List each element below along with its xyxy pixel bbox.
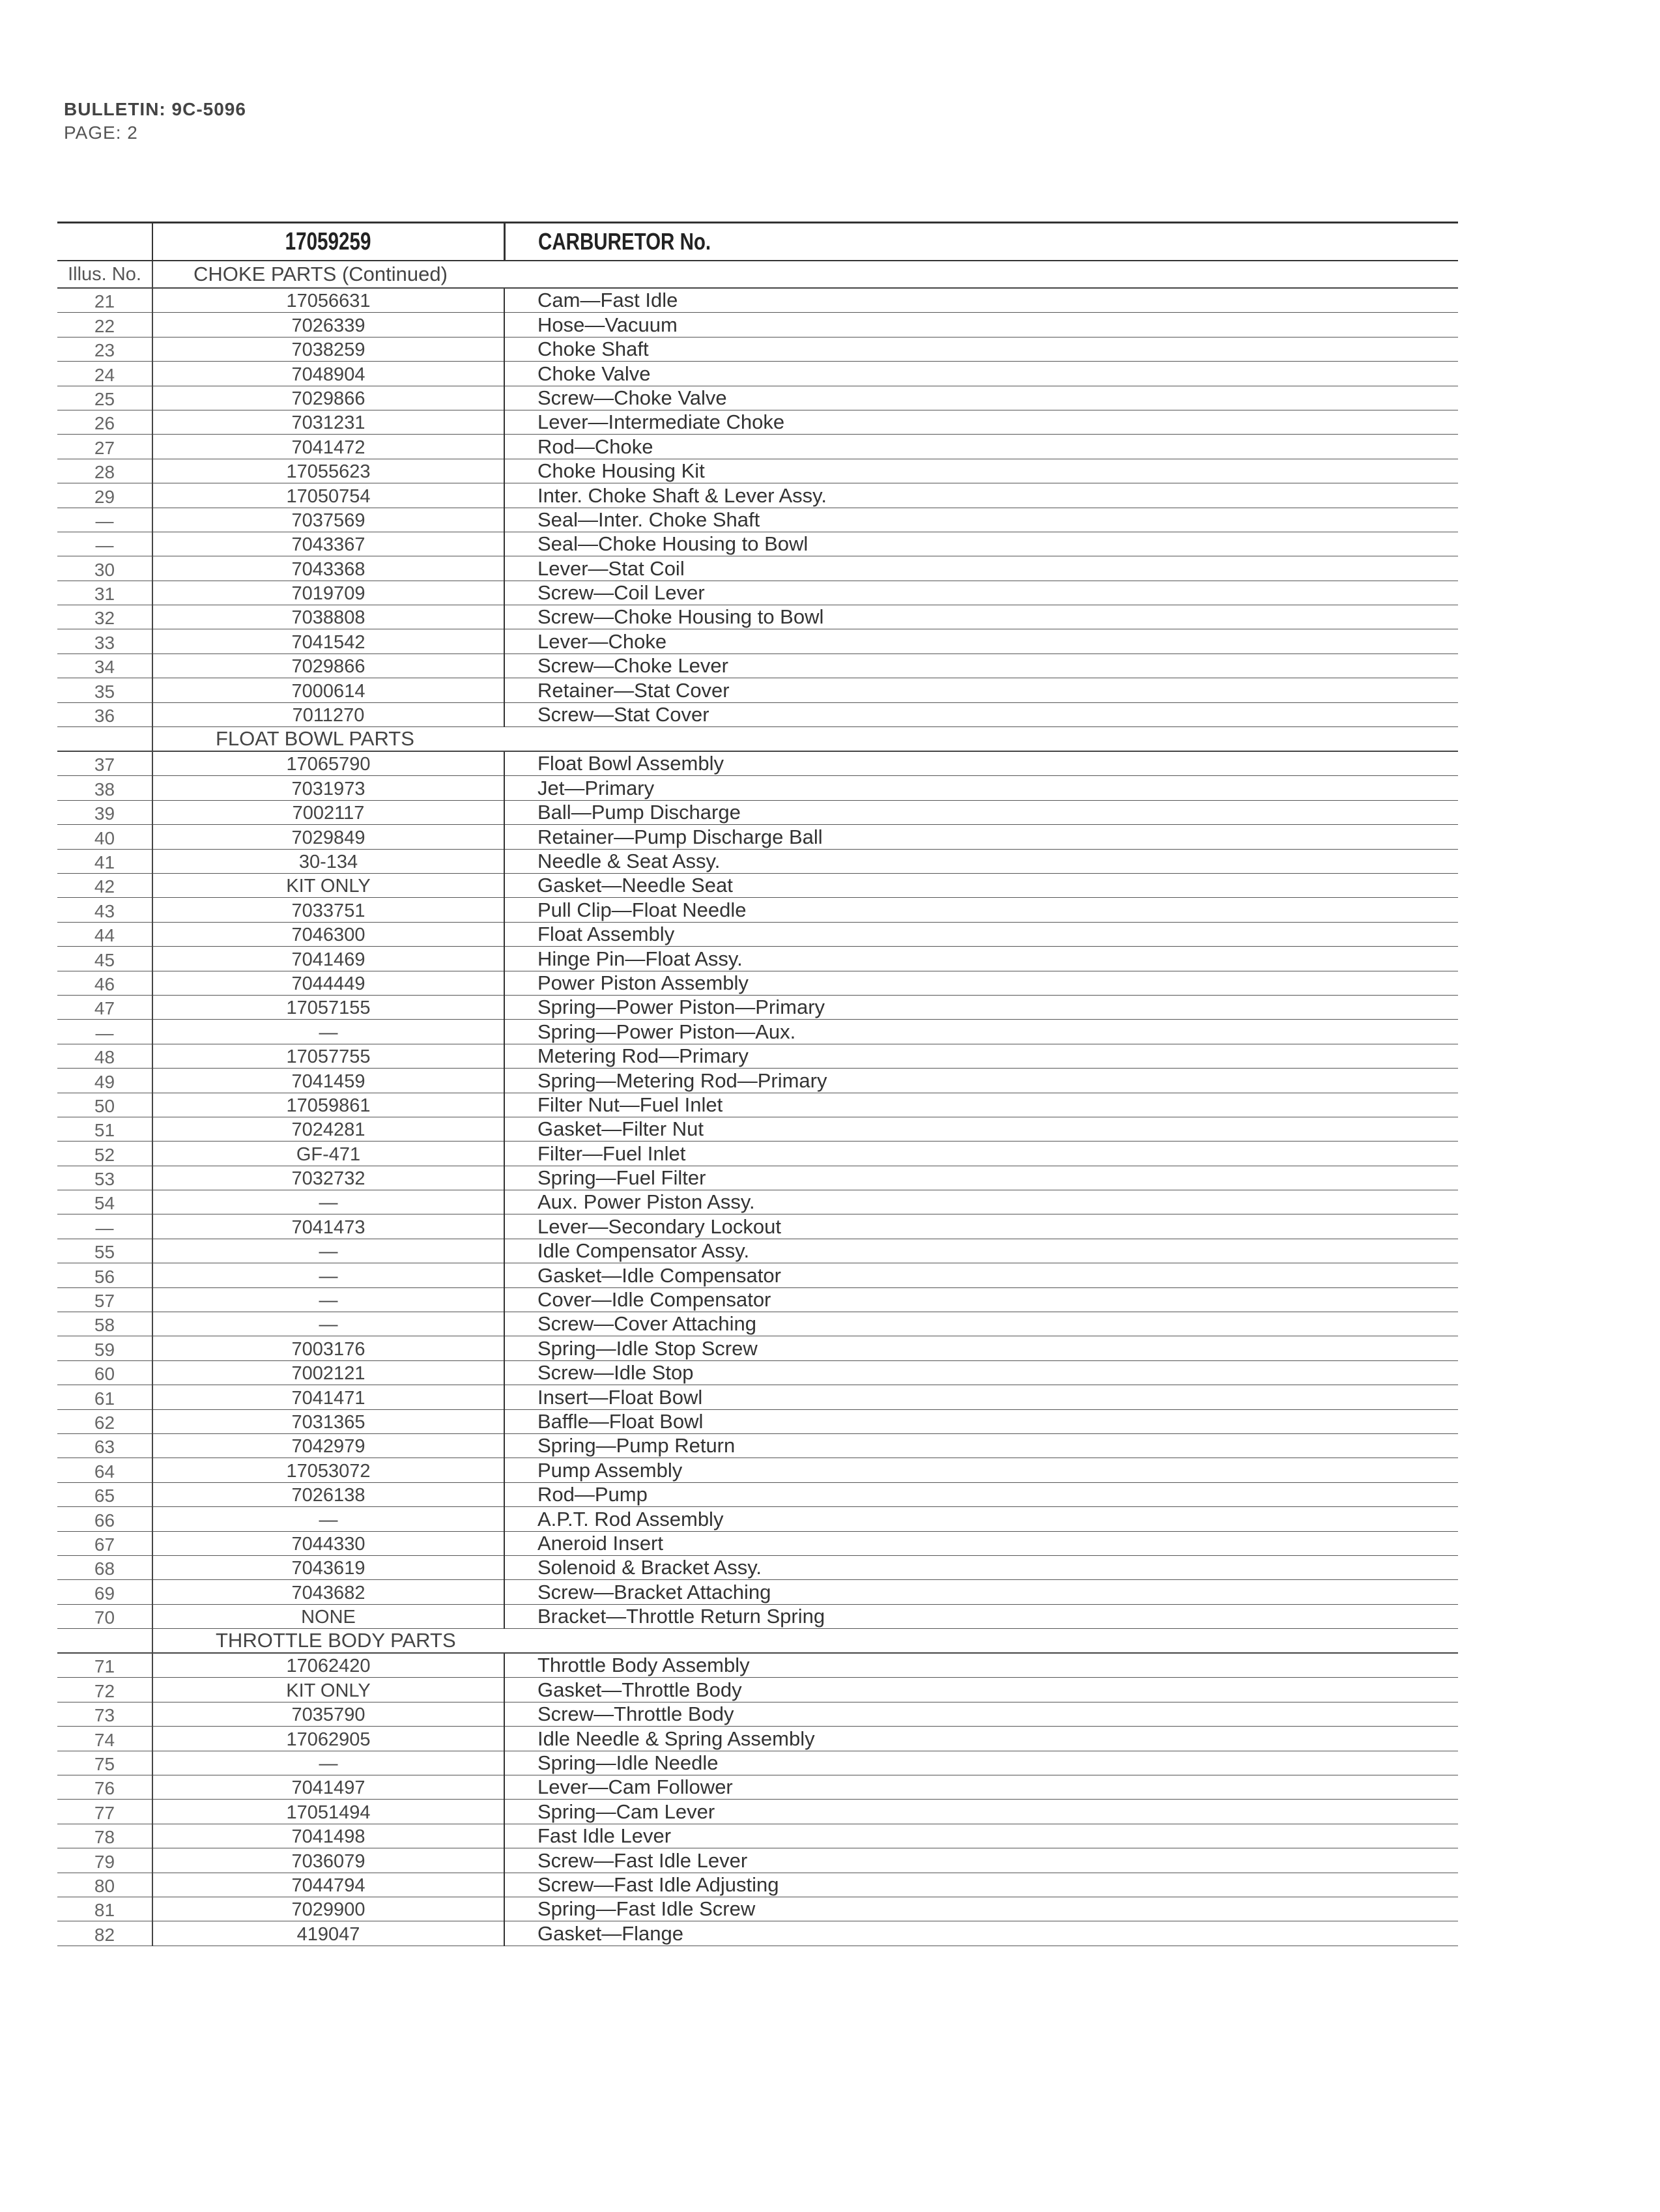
illus-number-cell: 76 [57,1775,152,1800]
part-description-cell: Gasket—Needle Seat [504,873,1458,897]
table-row [57,1848,1458,1873]
part-description-cell: Lever—Cam Follower [504,1775,1458,1800]
part-number-cell: 7038808 [152,605,504,629]
illus-number-cell: 53 [57,1166,152,1190]
section-heading-row [57,727,1458,752]
table-row [57,947,1458,971]
table-row [57,629,1458,654]
illus-number-cell: 34 [57,654,152,678]
part-description-cell: Lever—Intermediate Choke [504,410,1458,434]
part-description-cell: Spring—Cam Lever [504,1800,1458,1824]
part-number-cell: 17051494 [152,1800,504,1824]
part-number-cell: 7029900 [152,1897,504,1921]
illus-number-cell: — [57,508,152,532]
table-row [57,1142,1458,1166]
table-row [57,1458,1458,1482]
part-number-cell: — [152,1751,504,1775]
illus-number-cell: 23 [57,337,152,361]
table-row [57,1921,1458,1946]
table-row [57,1678,1458,1702]
part-number-cell: 7024281 [152,1117,504,1141]
part-description-cell: Screw—Choke Lever [504,654,1458,678]
part-description-cell: Choke Housing Kit [504,459,1458,483]
table-row [57,483,1458,508]
part-description-cell: Ball—Pump Discharge [504,800,1458,824]
part-description-cell: Screw—Fast Idle Adjusting [504,1873,1458,1897]
table-row [57,362,1458,386]
illus-number-cell: 56 [57,1263,152,1287]
part-description-cell: Screw—Throttle Body [504,1702,1458,1726]
part-description-cell: Retainer—Stat Cover [504,678,1458,702]
table-row [57,1727,1458,1751]
illus-number-cell: 77 [57,1800,152,1824]
part-number-cell: 17057755 [152,1044,504,1068]
illus-number-cell: 42 [57,873,152,897]
table-row [57,1336,1458,1360]
illus-number-cell: 44 [57,922,152,946]
part-number-cell: 7029866 [152,654,504,678]
part-description-cell: Screw—Bracket Attaching [504,1580,1458,1604]
part-description-cell: Seal—Inter. Choke Shaft [504,508,1458,532]
table-row [57,435,1458,459]
illus-number-cell: 45 [57,947,152,971]
illus-number-cell: 48 [57,1044,152,1068]
illus-number-cell: 80 [57,1873,152,1897]
table-row [57,1604,1458,1628]
part-description-cell: A.P.T. Rod Assembly [504,1507,1458,1531]
table-row [57,508,1458,532]
table-row [57,1409,1458,1433]
illus-number-cell: 25 [57,386,152,410]
part-description-cell: Choke Valve [504,362,1458,386]
part-description-cell: Inter. Choke Shaft & Lever Assy. [504,483,1458,508]
part-number-cell: 7031231 [152,410,504,434]
table-row [57,1360,1458,1385]
carburetor-label: CARBURETOR No. [537,228,711,255]
part-description-cell: Gasket—Filter Nut [504,1117,1458,1141]
illus-number-cell: 57 [57,1287,152,1312]
part-description-cell: Needle & Seat Assy. [504,849,1458,873]
table-row [57,995,1458,1019]
part-number-cell: 17065790 [152,751,504,776]
illus-number-cell: 71 [57,1653,152,1678]
part-description-cell: Jet—Primary [504,776,1458,800]
illus-number-cell: 50 [57,1093,152,1117]
illus-number-cell: 55 [57,1239,152,1263]
bulletin-header [64,98,246,145]
part-number-cell: 7002121 [152,1360,504,1385]
table-row [57,1166,1458,1190]
table-row [57,1020,1458,1044]
table-row [57,1824,1458,1848]
table-row [57,800,1458,824]
part-description-cell: Metering Rod—Primary [504,1044,1458,1068]
illus-number-cell: 28 [57,459,152,483]
part-number-cell: 7041469 [152,947,504,971]
part-number-cell: 17050754 [152,483,504,508]
part-number-cell: 7043682 [152,1580,504,1604]
bulletin-number: BULLETIN: 9C-5096 [64,99,246,119]
part-number-cell: 17062420 [152,1653,504,1678]
section-heading-row [57,1629,1458,1654]
section-spacer-cell [57,1629,152,1654]
table-row [57,1117,1458,1141]
illus-number-cell: 51 [57,1117,152,1141]
part-number-cell: 7041459 [152,1069,504,1093]
table-row [57,654,1458,678]
table-row [57,556,1458,581]
part-description-cell: Aneroid Insert [504,1531,1458,1555]
illus-number-cell: 22 [57,313,152,337]
table-row [57,776,1458,800]
part-description-cell: Hinge Pin—Float Assy. [504,947,1458,971]
part-description-cell: Float Assembly [504,922,1458,946]
table-row [57,386,1458,410]
table-row [57,751,1458,776]
part-number-cell: — [152,1312,504,1336]
table-row [57,1482,1458,1506]
part-description-cell: Spring—Fuel Filter [504,1166,1458,1190]
illus-number-cell: 46 [57,971,152,995]
part-number-cell: 17055623 [152,459,504,483]
part-number-cell: — [152,1190,504,1214]
table-row [57,873,1458,897]
part-number-cell: 7019709 [152,581,504,605]
table-row [57,1531,1458,1555]
part-number-cell: — [152,1263,504,1287]
illus-no-header: Illus. No. [57,261,152,288]
part-description-cell: Spring—Fast Idle Screw [504,1897,1458,1921]
illus-number-cell: 43 [57,898,152,922]
part-description-cell: Idle Needle & Spring Assembly [504,1727,1458,1751]
table-row [57,1775,1458,1800]
illus-number-cell: 67 [57,1531,152,1555]
part-description-cell: Cam—Fast Idle [504,288,1458,313]
table-row [57,1312,1458,1336]
illus-number-cell: 29 [57,483,152,508]
part-description-cell: Spring—Power Piston—Primary [504,995,1458,1019]
part-description-cell: Spring—Power Piston—Aux. [504,1020,1458,1044]
part-number-cell: 7043367 [152,532,504,556]
part-description-cell: Spring—Metering Rod—Primary [504,1069,1458,1093]
part-number-cell: 7044449 [152,971,504,995]
part-description-cell: Screw—Cover Attaching [504,1312,1458,1336]
table-row [57,1507,1458,1531]
part-number-cell: 7002117 [152,800,504,824]
part-number-cell: 7033751 [152,898,504,922]
parts-table [57,222,1458,1946]
part-description-cell: Hose—Vacuum [504,313,1458,337]
illus-number-cell: 82 [57,1921,152,1946]
part-number-cell: KIT ONLY [152,1678,504,1702]
illus-number-cell: 32 [57,605,152,629]
part-description-cell: Spring—Idle Needle [504,1751,1458,1775]
table-row [57,1093,1458,1117]
part-description-cell: Pull Clip—Float Needle [504,898,1458,922]
part-description-cell: Screw—Choke Valve [504,386,1458,410]
part-number-cell: 7041473 [152,1214,504,1239]
page-number: PAGE: 2 [64,122,138,143]
table-row [57,313,1458,337]
part-number-cell: 7044794 [152,1873,504,1897]
table-row [57,1873,1458,1897]
table-row [57,678,1458,702]
illus-number-cell: 66 [57,1507,152,1531]
illus-number-cell: 72 [57,1678,152,1702]
illus-number-cell: 41 [57,849,152,873]
illus-number-cell: 26 [57,410,152,434]
table-title-row [57,223,1458,261]
table-row [57,532,1458,556]
table-row [57,288,1458,313]
table-row [57,849,1458,873]
table-row [57,410,1458,434]
part-number-cell: 30-134 [152,849,504,873]
part-number-cell: 7036079 [152,1848,504,1873]
table-row [57,702,1458,726]
part-number-cell: 7003176 [152,1336,504,1360]
part-description-cell: Idle Compensator Assy. [504,1239,1458,1263]
illus-number-cell: — [57,1020,152,1044]
part-number-cell: 7041472 [152,435,504,459]
table-row [57,1287,1458,1312]
table-row [57,1555,1458,1579]
table-row [57,1433,1458,1458]
part-number-cell: — [152,1239,504,1263]
table-row [57,581,1458,605]
part-number-cell: 17059861 [152,1093,504,1117]
part-number-cell: 7032732 [152,1166,504,1190]
part-description-cell: Screw—Idle Stop [504,1360,1458,1385]
part-description-cell: Filter Nut—Fuel Inlet [504,1093,1458,1117]
part-description-cell: Pump Assembly [504,1458,1458,1482]
table-row [57,1190,1458,1214]
table-row [57,1897,1458,1921]
part-number-cell: 7031973 [152,776,504,800]
part-number-cell: 7031365 [152,1409,504,1433]
part-number-cell: 17057155 [152,995,504,1019]
illus-number-cell: 60 [57,1360,152,1385]
part-number-cell: 7038259 [152,337,504,361]
part-description-cell: Cover—Idle Compensator [504,1287,1458,1312]
parts-table-body [57,223,1458,1946]
illus-number-cell: 74 [57,1727,152,1751]
part-description-cell: Baffle—Float Bowl [504,1409,1458,1433]
model-number: 17059259 [285,227,371,255]
illus-number-cell: 81 [57,1897,152,1921]
illus-number-cell: 61 [57,1385,152,1409]
part-description-cell: Aux. Power Piston Assy. [504,1190,1458,1214]
illus-number-cell: 52 [57,1142,152,1166]
part-number-cell: 7041471 [152,1385,504,1409]
illus-number-cell: 64 [57,1458,152,1482]
part-number-cell: 7043368 [152,556,504,581]
illus-number-cell: 69 [57,1580,152,1604]
part-number-cell: 7029866 [152,386,504,410]
column-header-row [57,261,1458,288]
part-number-cell: 7046300 [152,922,504,946]
part-description-cell: Rod—Pump [504,1482,1458,1506]
model-number-cell [152,223,504,261]
illus-number-cell: 24 [57,362,152,386]
part-number-cell: 7029849 [152,825,504,849]
part-number-cell: 7048904 [152,362,504,386]
table-row [57,922,1458,946]
table-row [57,825,1458,849]
part-number-cell: KIT ONLY [152,873,504,897]
illus-number-cell: 68 [57,1555,152,1579]
illus-number-cell: 21 [57,288,152,313]
part-number-cell: 7000614 [152,678,504,702]
part-description-cell: Lever—Stat Coil [504,556,1458,581]
table-row [57,1239,1458,1263]
table-row [57,1263,1458,1287]
part-description-cell: Power Piston Assembly [504,971,1458,995]
part-description-cell: Fast Idle Lever [504,1824,1458,1848]
table-row [57,459,1458,483]
part-number-cell: 17062905 [152,1727,504,1751]
table-row [57,1751,1458,1775]
part-description-cell: Spring—Idle Stop Screw [504,1336,1458,1360]
table-row [57,1580,1458,1604]
illus-number-cell: 49 [57,1069,152,1093]
table-row [57,1653,1458,1678]
illus-number-cell: 39 [57,800,152,824]
illus-number-cell: 47 [57,995,152,1019]
illus-number-cell: 33 [57,629,152,654]
part-number-cell: 17056631 [152,288,504,313]
illus-number-cell: 73 [57,1702,152,1726]
table-row [57,1069,1458,1093]
part-description-cell: Filter—Fuel Inlet [504,1142,1458,1166]
part-description-cell: Screw—Coil Lever [504,581,1458,605]
part-description-cell: Rod—Choke [504,435,1458,459]
illus-number-cell: 79 [57,1848,152,1873]
title-spacer-cell [57,223,152,261]
part-number-cell: 7043619 [152,1555,504,1579]
part-description-cell: Choke Shaft [504,337,1458,361]
part-number-cell: — [152,1020,504,1044]
table-row [57,1044,1458,1068]
carburetor-label-cell [504,223,1458,261]
illus-number-cell: 37 [57,751,152,776]
part-number-cell: 419047 [152,1921,504,1946]
part-number-cell: 7044330 [152,1531,504,1555]
part-description-cell: Gasket—Flange [504,1921,1458,1946]
illus-number-cell: 58 [57,1312,152,1336]
illus-number-cell: — [57,1214,152,1239]
part-number-cell: 7041542 [152,629,504,654]
part-number-cell: 7042979 [152,1433,504,1458]
table-row [57,898,1458,922]
part-description-cell: Screw—Choke Housing to Bowl [504,605,1458,629]
table-row [57,1702,1458,1726]
illus-number-cell: 70 [57,1604,152,1628]
section-heading: THROTTLE BODY PARTS [152,1629,1458,1654]
table-row [57,337,1458,361]
part-description-cell: Seal—Choke Housing to Bowl [504,532,1458,556]
part-number-cell: — [152,1507,504,1531]
part-description-cell: Gasket—Throttle Body [504,1678,1458,1702]
part-number-cell: GF-471 [152,1142,504,1166]
section-heading: CHOKE PARTS (Continued) [152,261,1458,288]
illus-number-cell: 78 [57,1824,152,1848]
part-description-cell: Lever—Choke [504,629,1458,654]
table-row [57,1214,1458,1239]
part-number-cell: NONE [152,1604,504,1628]
table-row [57,971,1458,995]
table-row [57,605,1458,629]
illus-number-cell: 54 [57,1190,152,1214]
part-number-cell: 7041498 [152,1824,504,1848]
part-description-cell: Screw—Stat Cover [504,702,1458,726]
part-description-cell: Gasket—Idle Compensator [504,1263,1458,1287]
part-description-cell: Throttle Body Assembly [504,1653,1458,1678]
table-row [57,1385,1458,1409]
part-description-cell: Retainer—Pump Discharge Ball [504,825,1458,849]
illus-number-cell: 30 [57,556,152,581]
illus-number-cell: 38 [57,776,152,800]
illus-number-cell: 36 [57,702,152,726]
illus-number-cell: 75 [57,1751,152,1775]
illus-number-cell: — [57,532,152,556]
part-description-cell: Lever—Secondary Lockout [504,1214,1458,1239]
part-description-cell: Solenoid & Bracket Assy. [504,1555,1458,1579]
illus-number-cell: 65 [57,1482,152,1506]
part-number-cell: 7011270 [152,702,504,726]
part-number-cell: 17053072 [152,1458,504,1482]
illus-number-cell: 35 [57,678,152,702]
part-number-cell: 7041497 [152,1775,504,1800]
illus-number-cell: 63 [57,1433,152,1458]
part-number-cell: 7026339 [152,313,504,337]
part-number-cell: 7037569 [152,508,504,532]
part-description-cell: Insert—Float Bowl [504,1385,1458,1409]
illus-number-cell: 27 [57,435,152,459]
illus-number-cell: 31 [57,581,152,605]
part-number-cell: 7035790 [152,1702,504,1726]
part-description-cell: Screw—Fast Idle Lever [504,1848,1458,1873]
part-number-cell: 7026138 [152,1482,504,1506]
illus-number-cell: 40 [57,825,152,849]
section-spacer-cell [57,727,152,752]
section-heading: FLOAT BOWL PARTS [152,727,1458,752]
illus-number-cell: 59 [57,1336,152,1360]
part-number-cell: — [152,1287,504,1312]
part-description-cell: Spring—Pump Return [504,1433,1458,1458]
part-description-cell: Bracket—Throttle Return Spring [504,1604,1458,1628]
table-row [57,1800,1458,1824]
part-description-cell: Float Bowl Assembly [504,751,1458,776]
illus-number-cell: 62 [57,1409,152,1433]
